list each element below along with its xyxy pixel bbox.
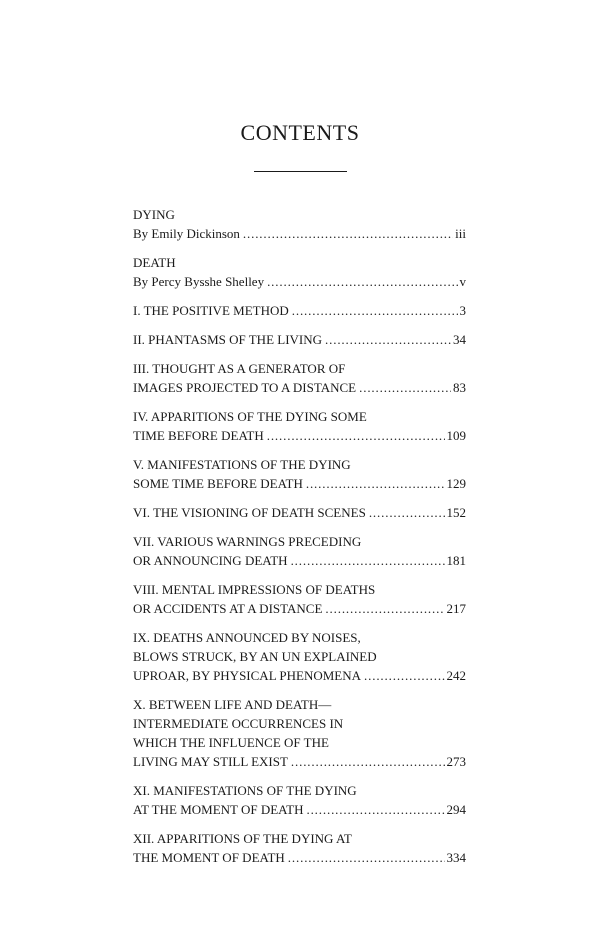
- dot-leader: [325, 599, 444, 618]
- page-number: 181: [446, 553, 466, 568]
- toc-entry-title-line: V. MANIFESTATIONS OF THE DYING: [133, 457, 351, 472]
- page-number: 34: [453, 332, 466, 347]
- dot-leader: [359, 378, 451, 397]
- toc-entry-title-line: DYING: [133, 207, 175, 222]
- toc-entry-title-line: XI. MANIFESTATIONS OF THE DYING: [133, 783, 357, 798]
- toc-entry-final-line: [133, 752, 466, 771]
- toc-entry-title-line: UPROAR, BY PHYSICAL PHENOMENA: [133, 668, 362, 683]
- dot-leader: [306, 474, 445, 493]
- toc-entry-final-line: [133, 224, 466, 243]
- toc-entry-title-line: I. THE POSITIVE METHOD: [133, 303, 289, 318]
- toc-entry-title-line: II. PHANTASMS OF THE LIVING: [133, 332, 323, 347]
- toc-entry: [133, 580, 466, 618]
- page-number: 3: [459, 303, 466, 318]
- toc-entry-title-line: THE MOMENT OF DEATH: [133, 850, 285, 865]
- dot-leader: [325, 330, 451, 349]
- dot-leader: [306, 800, 444, 819]
- page-number: iii: [455, 226, 466, 241]
- title-rule: [254, 171, 347, 172]
- toc-entry: [133, 455, 466, 493]
- toc-entry-title-line: By Emily Dickinson: [133, 226, 240, 241]
- page-number: 152: [446, 505, 466, 520]
- toc-entry: [133, 829, 466, 867]
- dot-leader: [292, 301, 458, 320]
- dot-leader: [243, 224, 453, 243]
- toc-entry-final-line: [133, 848, 466, 867]
- toc-entry-title-line: INTERMEDIATE OCCURRENCES IN: [133, 716, 344, 731]
- page-number: 334: [446, 850, 466, 865]
- toc-entry-title-line: IV. APPARITIONS OF THE DYING SOME: [133, 409, 367, 424]
- toc-entry: [133, 359, 466, 397]
- toc-entry-title-line: IX. DEATHS ANNOUNCED BY NOISES,: [133, 630, 361, 645]
- toc-entry-title-line: VI. THE VISIONING OF DEATH SCENES: [133, 505, 366, 520]
- toc-entry-final-line: [133, 800, 466, 819]
- toc-entry-final-line: [133, 330, 466, 349]
- toc-entry-title-line: By Percy Bysshe Shelley: [133, 274, 265, 289]
- page-title: CONTENTS: [240, 120, 360, 145]
- dot-leader: [364, 666, 444, 685]
- toc-entry-title-line: OR ACCIDENTS AT A DISTANCE: [133, 601, 323, 616]
- toc-entry-final-line: [133, 272, 466, 291]
- toc-entry-title-line: DEATH: [133, 255, 176, 270]
- toc-entry: [133, 503, 466, 522]
- dot-leader: [288, 848, 445, 867]
- toc-entry-title-line: SOME TIME BEFORE DEATH: [133, 476, 303, 491]
- dot-leader: [291, 551, 445, 570]
- toc-entry-title-line: IMAGES PROJECTED TO A DISTANCE: [133, 380, 357, 395]
- page-number: 83: [453, 380, 466, 395]
- toc-entry: [133, 695, 466, 771]
- dot-leader: [267, 272, 457, 291]
- toc-entry-final-line: [133, 426, 466, 445]
- toc-entry-final-line: [133, 503, 466, 522]
- toc-entry-title-line: VII. VARIOUS WARNINGS PRECEDING: [133, 534, 362, 549]
- toc-entry-title-line: VIII. MENTAL IMPRESSIONS OF DEATHS: [133, 582, 376, 597]
- page-number: 217: [446, 601, 466, 616]
- toc-entry-title-line: XII. APPARITIONS OF THE DYING AT: [133, 831, 352, 846]
- page-number: 242: [446, 668, 466, 683]
- page-number: 273: [446, 754, 466, 769]
- page-number: 129: [446, 476, 466, 491]
- toc-entry-title-line: WHICH THE INFLUENCE OF THE: [133, 735, 329, 750]
- toc-entry-final-line: [133, 599, 466, 618]
- dot-leader: [369, 503, 445, 522]
- toc-entry-title-line: BLOWS STRUCK, BY AN UN EXPLAINED: [133, 649, 377, 664]
- toc-entry: [133, 253, 466, 291]
- table-of-contents: [133, 205, 466, 877]
- dot-leader: [267, 426, 445, 445]
- toc-entry: [133, 330, 466, 349]
- toc-entry-title-line: III. THOUGHT AS A GENERATOR OF: [133, 361, 346, 376]
- toc-entry: [133, 532, 466, 570]
- toc-entry-final-line: [133, 474, 466, 493]
- toc-entry-title-line: OR ANNOUNCING DEATH: [133, 553, 288, 568]
- toc-entry: [133, 205, 466, 243]
- toc-entry: [133, 407, 466, 445]
- toc-entry: [133, 301, 466, 320]
- toc-entry-title-line: LIVING MAY STILL EXIST: [133, 754, 288, 769]
- page-number: 294: [446, 802, 466, 817]
- toc-entry: [133, 628, 466, 685]
- page-number: 109: [446, 428, 466, 443]
- toc-entry-final-line: [133, 301, 466, 320]
- toc-entry-title-line: X. BETWEEN LIFE AND DEATH—: [133, 697, 332, 712]
- toc-entry-final-line: [133, 666, 466, 685]
- dot-leader: [291, 752, 445, 771]
- toc-entry-title-line: TIME BEFORE DEATH: [133, 428, 264, 443]
- toc-entry: [133, 781, 466, 819]
- page-number: v: [459, 274, 466, 289]
- toc-entry-final-line: [133, 378, 466, 397]
- toc-entry-final-line: [133, 551, 466, 570]
- toc-entry-title-line: AT THE MOMENT OF DEATH: [133, 802, 304, 817]
